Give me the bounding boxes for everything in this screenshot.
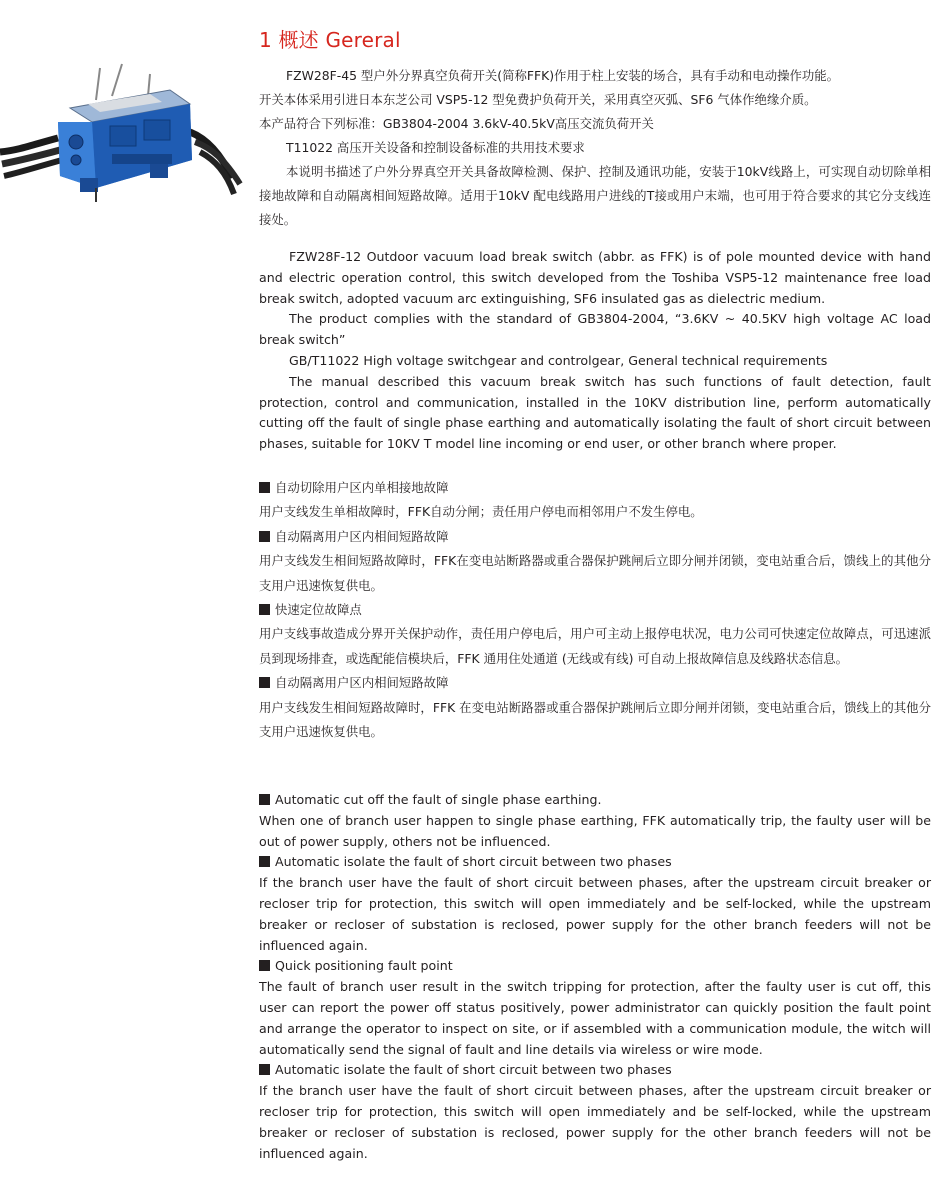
feature-body: The fault of branch user result in the switch tripping for protection, after the faulty user is cut off, this user can report the power off status positively, power administrator can quickly position the fault point and arrange the operator to inspect on site, or if assembled with a communication module, the witch will automatically send the signal of fault and line details via wireless or wire mode. [259, 979, 931, 1057]
intro-en-paragraph: GB/T11022 High voltage switchgear and controlgear, General technical requirements [289, 352, 828, 368]
features-chinese [259, 476, 931, 744]
feature-heading: 自动切除用户区内单相接地故障 [259, 476, 931, 500]
feature-body: If the branch user have the fault of short circuit between phases, after the upstream circuit breaker or recloser trip for protection, this switch will open immediately and be self-locked, while the upstream breaker or recloser of substation is reclosed, power supply for the other branch feeders will not be influenced again. [259, 875, 931, 953]
feature-heading: Quick positioning fault point [259, 956, 931, 977]
bullet-square-icon [259, 794, 270, 805]
bullet-square-icon [259, 482, 270, 493]
intro-zh-paragraph: FZW28F-45 型户外分界真空负荷开关(简称FFK)作用于柱上安装的场合，具有手动和电动操作功能。 [286, 68, 840, 83]
intro-en-paragraph: The product complies with the standard of GB3804-2004, “3.6KV ~ 40.5KV high voltage AC load break switch” [259, 311, 931, 348]
feature-heading: 自动隔离用户区内相间短路故障 [259, 671, 931, 695]
feature-heading: 自动隔离用户区内相间短路故障 [259, 525, 931, 549]
product-photo [0, 60, 250, 210]
bullet-square-icon [259, 960, 270, 971]
section-title: 1 概述 Gereral [259, 28, 401, 52]
feature-body: When one of branch user happen to single phase earthing, FFK automatically trip, the faulty user will be out of power supply, others not be influenced. [259, 812, 931, 849]
feature-heading: 快速定位故障点 [259, 598, 931, 622]
intro-chinese [259, 64, 931, 232]
intro-en-paragraph: The manual described this vacuum break switch has such functions of fault detection, fault protection, control and communication, installed in the 10KV distribution line, perform automatically cutting off the fault of single phase earthing and automatically isolating the fault of short circuit between phases, suitable for 10KV T model line incoming or end user, or other branch where proper. [259, 373, 931, 452]
intro-english [259, 247, 931, 455]
feature-body: If the branch user have the fault of short circuit between phases, after the upstream circuit breaker or recloser trip for protection, this switch will open immediately and be self-locked, while the upstream breaker or recloser of substation is reclosed, power supply for the other branch feeders will not be influenced again. [259, 1083, 931, 1161]
bullet-square-icon [259, 856, 270, 867]
intro-zh-paragraph: T11022 高压开关设备和控制设备标准的共用技术要求 [286, 140, 585, 155]
bullet-square-icon [259, 531, 270, 542]
feature-body: 用户支线发生相间短路故障时，FFK在变电站断路器或重合器保护跳闸后立即分闸并闭锁，变电站重合后，馈线上的其他分支用户迅速恢复供电。 [259, 553, 931, 593]
feature-heading: Automatic isolate the fault of short circuit between two phases [259, 852, 931, 873]
feature-body: 用户支线发生单相故障时，FFK自动分闸；责任用户停电而相邻用户不发生停电。 [259, 504, 703, 520]
intro-zh-paragraph: 本说明书描述了户外分界真空开关具备故障检测、保护、控制及通讯功能，安装于10kV线路上，可实现自动切除单相接地故障和自动隔离相间短路故障。适用于10kV 配电线路用户进线的T接或用户末端，也可用于符合要求的其它分支线连接处。 [259, 164, 931, 227]
intro-zh-paragraph: 开关本体采用引进日本东芝公司 VSP5-12 型免费护负荷开关，采用真空灭弧、SF6 气体作绝缘介质。 [259, 92, 817, 107]
bullet-square-icon [259, 604, 270, 615]
feature-heading: Automatic cut off the fault of single phase earthing. [259, 790, 931, 811]
feature-body: 用户支线发生相间短路故障时，FFK 在变电站断路器或重合器保护跳闸后立即分闸并闭锁，变电站重合后，馈线上的其他分支用户迅速恢复供电。 [259, 699, 931, 740]
bullet-square-icon [259, 677, 270, 688]
intro-zh-paragraph: 本产品符合下列标准：GB3804-2004 3.6kV-40.5kV高压交流负荷开关 [259, 116, 654, 131]
features-english [259, 790, 931, 1164]
bullet-square-icon [259, 1064, 270, 1075]
feature-body: 用户支线事故造成分界开关保护动作，责任用户停电后，用户可主动上报停电状况，电力公司可快速定位故障点，可迅速派员到现场排查，或选配能信模块后，FFK 通用住处通道 (无线或有线) 可自动上报故障信息及线路状态信息。 [259, 626, 931, 666]
intro-en-paragraph: FZW28F-12 Outdoor vacuum load break switch (abbr. as FFK) is of pole mounted device with hand and electric operation control, this switch developed from the Toshiba VSP5-12 maintenance free load break switch, adopted vacuum arc extinguishing, SF6 insulated gas as dielectric medium. [259, 249, 931, 306]
feature-heading: Automatic isolate the fault of short circuit between two phases [259, 1060, 931, 1081]
